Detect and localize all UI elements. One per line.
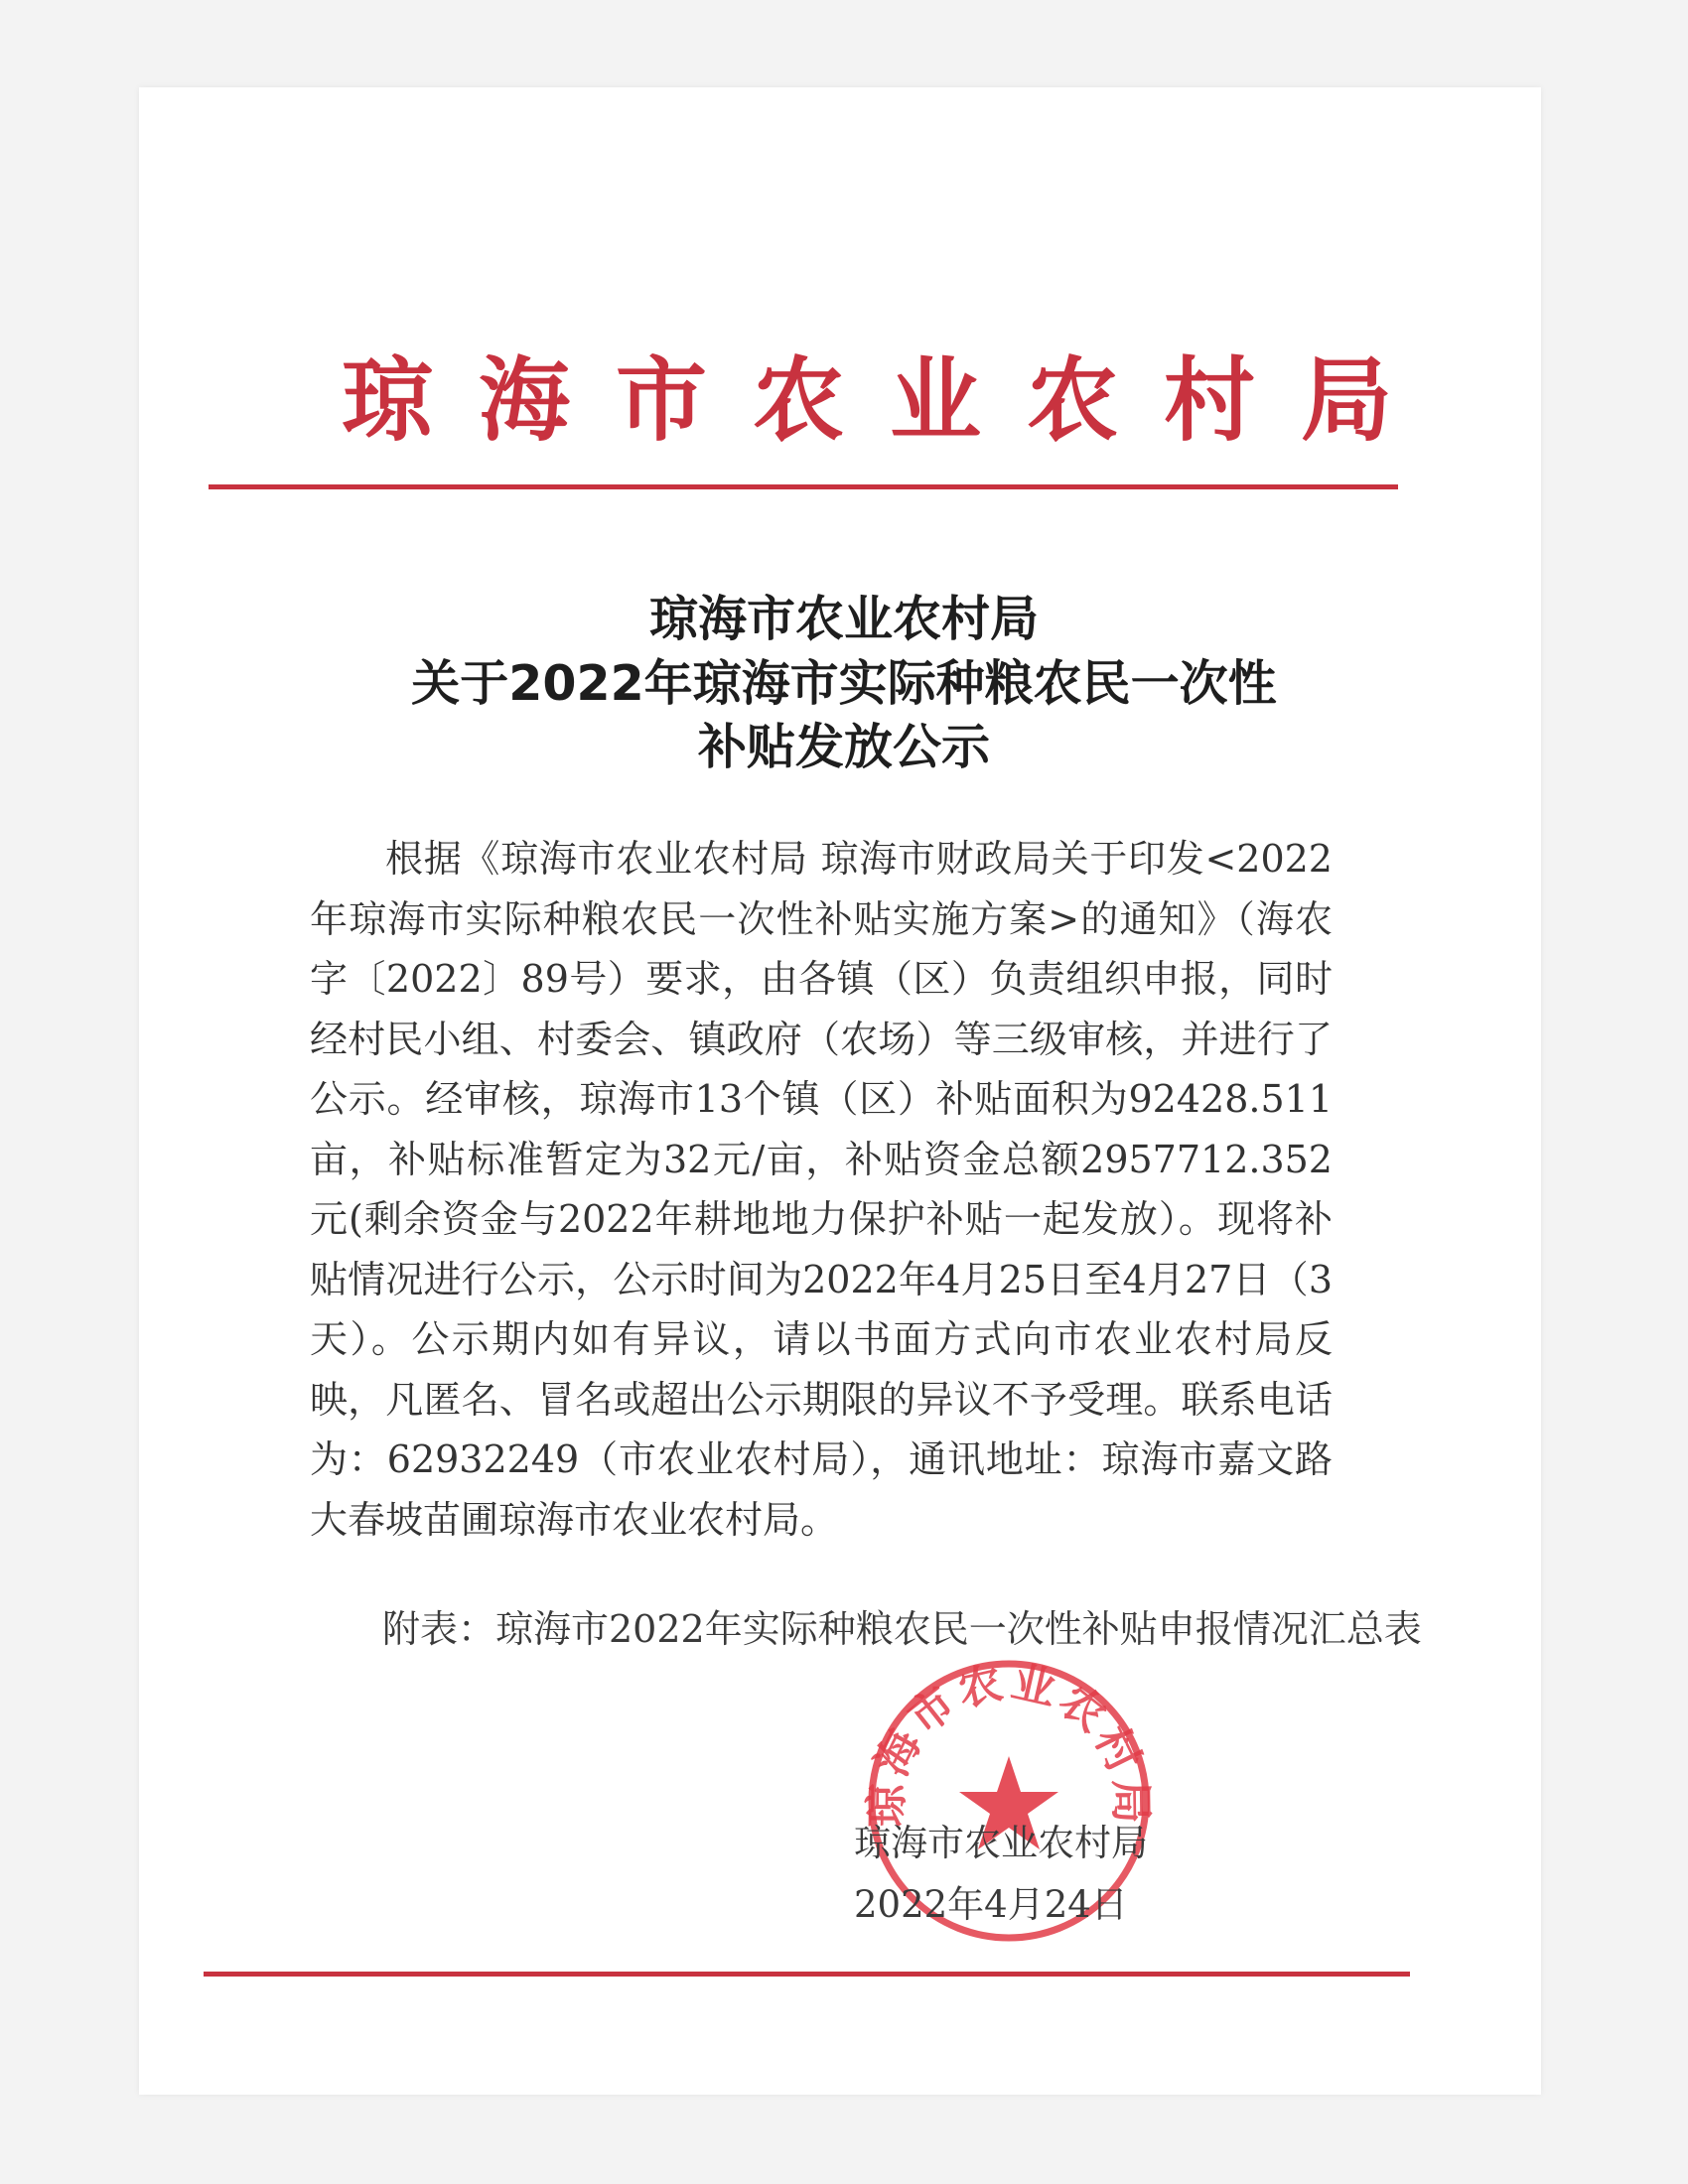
letterhead-red-rule [209,484,1398,489]
document-title-line-2: 关于2022年琼海市实际种粮农民一次性 [411,655,1277,712]
body-paragraph: 根据《琼海市农业农村局 琼海市财政局关于印发<2022年琼海市实际种粮农民一次性补贴实施方案>的通知》（海农字〔2022〕89号）要求，由各镇（区）负责组织申报，同时经村民小组、村委会、镇政府（农场）等三级审核，并进行了公示。经审核，琼海市13个镇（区）补贴面积为92428.511亩，补贴标准暂定为32元/亩，补贴资金总额2957712.352元(剩余资金与2022年耕地地力保护补贴一起发放）。现将补贴情况进行公示，公示时间为2022年4月25日至4月27日（3天）。公示期内如有异议，请以书面方式向市农业农村局反映，凡匿名、冒名或超出公示期限的异议不予受理。联系电话为：62932249（市农业农村局），通讯地址：琼海市嘉文路大春坡苗圃琼海市农业农村局。 [310,837,1333,1542]
letterhead-title [0,328,1688,459]
footer-red-rule [204,1972,1410,1977]
document-title-line-1: 琼海市农业农村局 [648,591,1039,647]
document-title-line-3: 补贴发放公示 [697,719,990,775]
letterhead-org-name: 琼海市农业农村局 [341,347,1438,454]
attachment-note: 附表：琼海市2022年实际种粮农民一次性补贴申报情况汇总表 [382,1607,1422,1651]
signature-org: 琼海市农业农村局 [854,1822,1148,1864]
svg-text:琼海市农业农村局: 琼海市农业农村局 [861,1656,1157,1829]
signature-date: 2022年4月24日 [854,1883,1128,1926]
